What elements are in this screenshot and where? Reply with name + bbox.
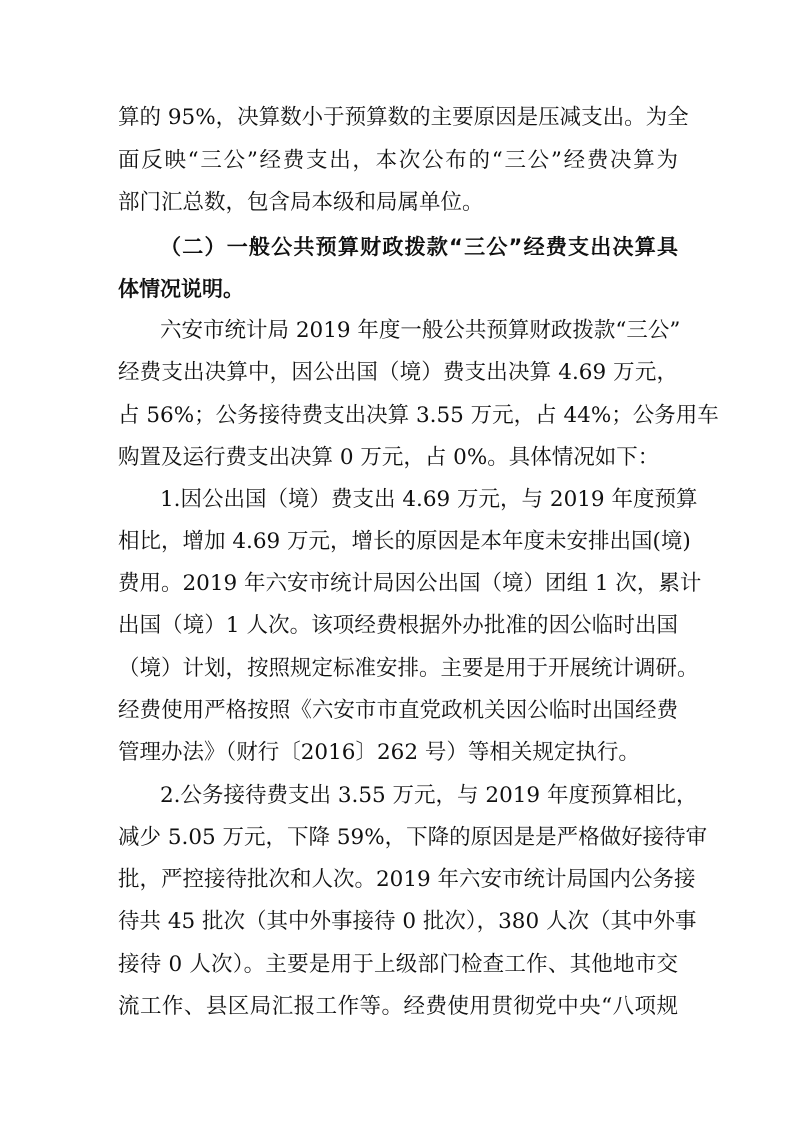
text-line: 经费支出决算中，因公出国（境）费支出决算 4.69 万元， [118, 360, 678, 385]
text-line: 相比，增加 4.69 万元，增长的原因是本年度未安排出国(境) [118, 529, 691, 554]
text-line: 接待 0 人次）。主要是用于上级部门检查工作、其他地市交 [118, 952, 678, 977]
text-line: 六安市统计局 2019 年度一般公共预算财政拨款“三公” [160, 318, 681, 343]
text-line: （境）计划，按照规定标准安排。主要是用于开展统计调研。 [118, 656, 699, 681]
text-line: 批，严控接待批次和人次。2019 年六安市统计局国内公务接 [118, 867, 696, 892]
text-line: 经费使用严格按照《六安市市直党政机关因公临时出国经费 [118, 698, 678, 723]
section-heading: 体情况说明。 [118, 277, 244, 301]
text-line: 费用。2019 年六安市统计局因公出国（境）团组 1 次，累计 [118, 571, 702, 596]
text-line: 部门汇总数，包含局本级和局属单位。 [118, 190, 484, 215]
text-line: 占 56%；公务接待费支出决算 3.55 万元，占 44%；公务用车 [118, 403, 719, 428]
text-line: 减少 5.05 万元，下降 59%，下降的原因是是严格做好接待审 [118, 825, 708, 850]
text-line: 1.因公出国（境）费支出 4.69 万元，与 2019 年度预算 [160, 487, 698, 512]
text-line: 面反映“三公”经费支出，本次公布的“三公”经费决算为 [118, 148, 678, 173]
text-line: 流工作、县区局汇报工作等。经费使用贯彻党中央“八项规 [118, 994, 678, 1019]
text-line: 待共 45 批次（其中外事接待 0 批次），380 人次（其中外事 [118, 909, 697, 934]
text-line: 算的 95%，决算数小于预算数的主要原因是压减支出。为全 [118, 105, 689, 130]
text-line: 2.公务接待费支出 3.55 万元，与 2019 年度预算相比， [160, 783, 698, 808]
text-line: 出国（境）1 人次。该项经费根据外办批准的因公临时出国 [118, 613, 678, 638]
text-line: 管理办法》（财行〔2016〕262 号）等相关规定执行。 [118, 740, 640, 765]
section-heading: （二）一般公共预算财政拨款“三公”经费支出决算具 [160, 235, 678, 259]
text-line: 购置及运行费支出决算 0 万元，占 0%。具体情况如下： [118, 445, 660, 470]
